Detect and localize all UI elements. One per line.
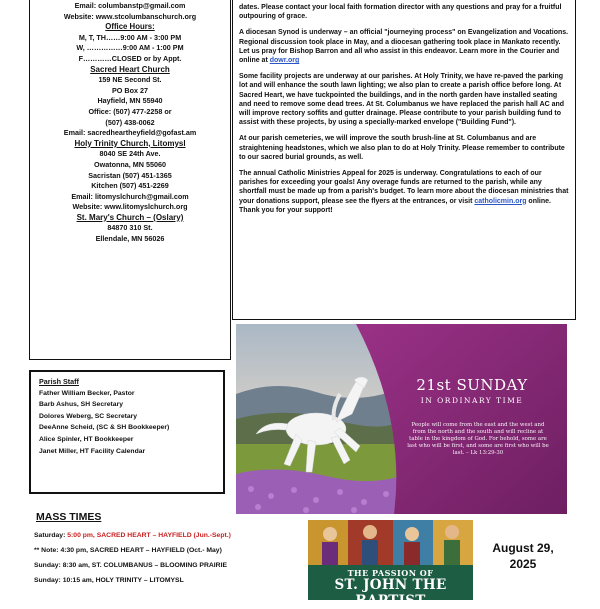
mass-time-line bbox=[34, 577, 184, 584]
contact-line: F…………CLOSED or by Appt. bbox=[78, 53, 182, 63]
announcement-text: At our parish cemeteries, we will improve the south brush-line at St. Columbanus and are straightening headstones, which we also plan to do at Holy Trinity. Please remember to contribute to our sacred burial grounds, as well. bbox=[239, 135, 565, 161]
date-line-2: 2025 bbox=[509, 557, 537, 571]
banner-line-2: ST. JOHN THE BAPTIST bbox=[334, 577, 447, 609]
contact-line: Website: www.stcolumbanschurch.org bbox=[63, 11, 197, 21]
sunday-title: 21st SUNDAY bbox=[416, 376, 528, 394]
mass-day-label: Sunday: bbox=[34, 562, 61, 569]
parish-contact-box bbox=[29, 0, 231, 360]
contact-line: Email: columbanstp@gmail.com bbox=[74, 1, 186, 10]
staff-member: Alice Spinler, HT Bookkeeper bbox=[39, 435, 134, 443]
church-name: Holy Trinity Church, Litomysl bbox=[74, 138, 186, 148]
mass-time-text: 4:30 pm, SACRED HEART – HAYFIELD (Oct.- May) bbox=[60, 547, 222, 554]
contact-line: W, ……………9:00 AM - 1:00 PM bbox=[76, 43, 184, 53]
contact-line: Hayfield, MN 55940 bbox=[97, 96, 163, 106]
mass-time-line bbox=[34, 532, 231, 539]
bulletin-date bbox=[478, 540, 568, 572]
contact-line: Office: (507) 477-2258 or bbox=[88, 106, 172, 116]
staff-heading: Parish Staff bbox=[39, 377, 79, 386]
contact-line: 159 NE Second St. bbox=[98, 75, 162, 85]
mass-day-label: Saturday: bbox=[34, 532, 66, 539]
announcement-text: The annual Catholic Ministries Appeal for 2025 is underway. Congratulations to each of our parishes for exceeding your goals! Any overage funds are returned to the parish, while any shortfall must be made up from a parish's budget. To learn more about the diocesan ministries that your donations support, please see the flyers at the entrances, or visit bbox=[239, 170, 569, 205]
announcements-box bbox=[232, 0, 576, 320]
announcement-text: A diocesan Synod is underway – an official "journeying process" on Evangelization and Vocations. Regional discussion took place in May, and a diocesan gathering took place in Mankato recently. Let us pray for Bishop Barron and all who assist in this endeavor. Learn more in the Courier and online at bbox=[239, 29, 569, 65]
announcement-text: dates. Please contact your local faith formation director with any questions and pray for a fruitful outpouring of grace. bbox=[239, 4, 562, 21]
mass-times-title: MASS TIMES bbox=[36, 511, 102, 523]
mass-day-label: ** Note: bbox=[34, 547, 59, 554]
mass-day-label: Sunday: bbox=[34, 577, 61, 584]
staff-member: Janet Miller, HT Facility Calendar bbox=[39, 447, 146, 455]
announcement-paragraph bbox=[239, 169, 569, 215]
contact-line: 84870 310 St. bbox=[107, 223, 153, 233]
announcement-text: Some facility projects are underway at our parishes. At Holy Trinity, we have re-paved the parking lot and will enhance the south lawn lighting; we also plan to create a parish office before long. At Sacred Heart, we have tuckpointed the buildings, and in the north garden have installed seating and need to remove some dead trees. At St. Columbanus we have replaced the parish hall AC and will improve rectory soffits and gutter drainage. Please contribute to your parish building fund to assist with these projects, by using a specially-marked envelope ("Building Fund"). bbox=[239, 73, 565, 127]
contact-line: Email: sacredheartheyfield@gofast.am bbox=[63, 128, 197, 138]
banner-line-1: THE PASSION OF bbox=[347, 568, 434, 578]
feast-banner bbox=[308, 520, 473, 609]
announcement-paragraph bbox=[239, 3, 569, 21]
church-name: Sacred Heart Church bbox=[90, 64, 170, 74]
staff-member: Barb Ashus, SH Secretary bbox=[39, 401, 123, 409]
office-hours-heading: Office Hours: bbox=[105, 22, 155, 32]
contact-line: 8040 SE 24th Ave. bbox=[99, 149, 161, 159]
church-name: St. Mary's Church – (Oslary) bbox=[76, 212, 184, 222]
contact-line: Owatonna, MN 55060 bbox=[94, 159, 166, 169]
announcement-link[interactable]: dowr.org bbox=[269, 57, 300, 65]
staff-member: Father William Becker, Pastor bbox=[39, 389, 135, 397]
mass-time-text: 10:15 am, HOLY TRINITY – LITOMYSL bbox=[62, 577, 184, 584]
parish-staff-box bbox=[29, 370, 225, 494]
contact-line: M, T, TH……9:00 AM - 3:00 PM bbox=[78, 32, 182, 42]
announcement-link[interactable]: catholicmin.org bbox=[474, 197, 527, 205]
contact-line: (507) 438-0062 bbox=[105, 117, 155, 127]
contact-line: Website: www.litomyslchurch.org bbox=[72, 202, 188, 212]
staff-member: DeeAnne Scheid, (SC & SH Bookkeeper) bbox=[39, 424, 170, 432]
contact-line: Ellendale, MN 56026 bbox=[95, 234, 165, 244]
date-line-1: August 29, bbox=[492, 541, 554, 555]
staff-member: Dolores Weberg, SC Secretary bbox=[39, 412, 138, 420]
contact-line: Email: litomyslchurch@gmail.com bbox=[71, 191, 189, 201]
announcement-paragraph bbox=[239, 72, 569, 127]
mass-time-text: 5:00 pm, SACRED HEART – HAYFIELD (Jun.-Sept.) bbox=[67, 532, 231, 539]
announcement-paragraph bbox=[239, 134, 569, 162]
mass-time-text: 8:30 am, ST. COLUMBANUS – BLOOMING PRAIRIE bbox=[62, 562, 227, 569]
scripture-quote: People will come from the east and the west and from the north and the south and will recline at table in the kingdom of God. For behold, some are last who will be first, and some are first who will be last. – Lk 13:29-30 bbox=[407, 422, 549, 456]
contact-line: Sacristan (507) 451-1365 bbox=[88, 170, 172, 180]
mass-time-line bbox=[34, 562, 227, 569]
contact-line: Kitchen (507) 451-2269 bbox=[91, 181, 169, 191]
sunday-graphic bbox=[236, 324, 567, 514]
announcement-paragraph bbox=[239, 28, 569, 65]
contact-line: PO Box 27 bbox=[112, 85, 148, 95]
sunday-subtitle: IN ORDINARY TIME bbox=[420, 396, 524, 405]
mass-time-line bbox=[34, 547, 222, 554]
announcement-tail: online. Thank you for your support! bbox=[239, 197, 551, 214]
